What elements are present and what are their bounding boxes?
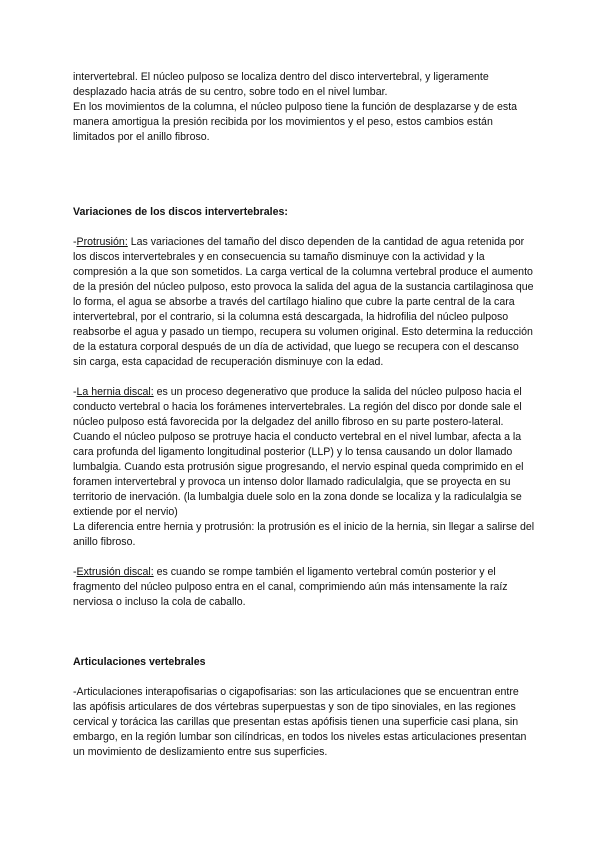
extrusion-prefix: - <box>73 566 77 578</box>
protrusion-prefix: - <box>73 236 77 248</box>
hernia-text: es un proceso degenerativo que produce la salida del núcleo pulposo hacia el conducto vertebral o hacia los forámenes intervertebrales. La región del disco por donde sale el núcleo pulposo está favorecida por la delgadez del anillo fibroso en su parte postero-lateral. Cuando el núcleo pulposo se protruye hacia el conducto vertebral en el nivel lumbar, afecta a la cara profunda del ligamento longitudinal posterior (LLP) y lo tensa causando un dolor llamado lumbalgia. Cuando esta protrusión sigue progresando, el nervio espinal queda comprimido en el foramen intervertebral y provoca un intenso dolor llamado radiculalgia, que se proyecta en su territorio de inervación. (la lumbalgia duele solo en la zona donde se localiza y la radiculalgia se extiende por el nervio) <box>73 386 524 518</box>
spacer <box>73 610 535 655</box>
spacer <box>73 670 535 685</box>
intro-paragraph-2: En los movimientos de la columna, el núcleo pulposo tiene la función de desplazarse y de esta manera amortigua la presión recibida por los movimientos y el peso, estos cambios están limitados por el anillo fibroso. <box>73 101 518 143</box>
extrusion-text: es cuando se rompe también el ligamento vertebral común posterior y el fragmento del núcleo pulposo entra en el canal, comprimiendo aún más intensamente la raíz nerviosa o incluso la cola de caballo. <box>73 566 508 608</box>
hernia-prefix: - <box>73 386 77 398</box>
spacer <box>73 220 535 235</box>
document-body <box>73 70 535 760</box>
hernia-diferencia-paragraph: La diferencia entre hernia y protrusión: la protrusión es el inicio de la hernia, sin llegar a salirse del anillo fibroso. <box>73 521 535 548</box>
hernia-term: La hernia discal: <box>76 386 154 398</box>
section-heading-variaciones: Variaciones de los discos intervertebrales: <box>73 206 288 218</box>
protrusion-paragraph <box>73 235 535 370</box>
intro-paragraph-1: intervertebral. El núcleo pulposo se localiza dentro del disco intervertebral, y ligeramente desplazado hacia atrás de su centro, sobre todo en el nivel lumbar. <box>73 71 489 98</box>
spacer <box>73 190 535 205</box>
extrusion-term: Extrusión discal: <box>76 566 154 578</box>
protrusion-term: Protrusión: <box>76 236 128 248</box>
articulaciones-paragraph: -Articulaciones interapofisarias o cigapofisarias: son las articulaciones que se encuentran entre las apófisis articulares de dos vértebras superpuestas y son de tipo sinoviales, en las regiones cervical y torácica las carillas que presentan estas apófisis tienen una superficie casi plana, sin embargo, en la región lumbar son cilíndricas, en todos los niveles estas articulaciones presentan un movimiento de deslizamiento entre sus superficies. <box>73 686 527 758</box>
hernia-paragraph <box>73 385 535 520</box>
protrusion-text: Las variaciones del tamaño del disco dependen de la cantidad de agua retenida por los discos intervertebrales y en consecuencia su tamaño disminuye con la actividad y la compresión a la que son sometidos. La carga vertical de la columna vertebral produce el aumento de la presión del núcleo pulposo, esto provoca la salida del agua de la sustancia cartilaginosa que lo forma, el agua se absorbe a través del cartílago hialino que cubre la parte central de la cara intervertebral, por el contrario, si la columna está descargada, la hidrofilia del núcleo pulposo reabsorbe el agua y pasado un tiempo, recupera su volumen original. Esto determina la reducción de la estatura corporal después de un día de actividad, que luego se recupera con el descanso sin carga, esta capacidad de recuperación disminuye con la edad. <box>73 236 534 368</box>
spacer <box>73 370 535 385</box>
section-heading-articulaciones: Articulaciones vertebrales <box>73 656 206 668</box>
spacer <box>73 550 535 565</box>
extrusion-paragraph <box>73 565 535 610</box>
spacer <box>73 145 535 190</box>
